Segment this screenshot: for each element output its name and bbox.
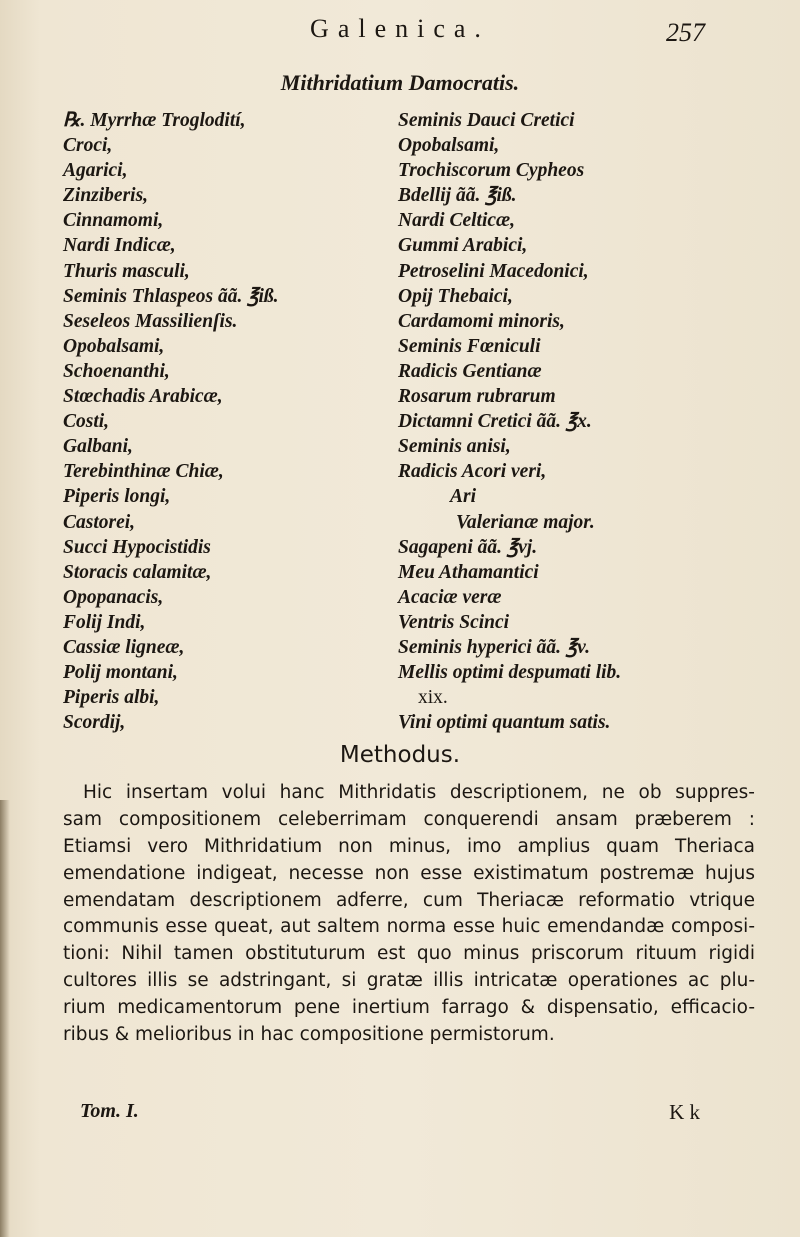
ingredient-line: Mellis optimi despumati lib. [398,662,622,684]
ingredient-line: Seminis anisi, [398,436,511,458]
ingredient-line: Stœchadis Arabicæ, [63,386,223,408]
paragraph-line: tioni: Nihil tamen obstituturum est quo minus priscorum rituum rigidi [63,943,755,965]
ingredient-line: Bdellij ãã. ℥iß. [398,185,517,207]
ingredient-line: xix. [418,687,448,709]
ingredient-line: Polij montani, [63,662,178,684]
ingredient-line: Castorei, [63,511,136,533]
ingredient-line: Seseleos Massilienſis. [63,310,238,332]
ingredient-line: Opobalsami, [63,335,165,357]
ingredient-line: Opobalsami, [398,135,500,157]
ingredient-line: Seminis Fœniculi [398,335,541,357]
page-number: 257 [666,18,705,47]
ingredient-line: Zinziberis, [63,185,149,207]
ingredient-line: Agarici, [63,160,128,182]
ingredient-line: Dictamni Cretici ãã. ℥x. [398,411,592,433]
method-paragraph [63,780,755,1049]
ingredient-line: Ari [450,486,477,508]
ingredient-line: Ventris Scinci [398,611,510,633]
ingredient-column-right [398,108,758,735]
ingredient-line: Succi Hypocistidis [63,536,211,558]
paragraph-line: Etiamsi vero Mithridatium non minus, imo amplius quam Theriaca [63,835,755,857]
ingredient-line: Cassiæ ligneæ, [63,636,185,658]
paragraph-line: emendatam descriptionem adferre, cum Theriacæ reformatio vtrique [63,889,755,911]
ingredient-line: Seminis Thlaspeos ãã. ℥iß. [63,285,279,307]
ingredient-line: Opij Thebaici, [398,285,513,307]
paragraph-line: Hic insertam volui hanc Mithridatis descriptionem, ne ob suppres- [83,782,755,803]
ingredient-line: Piperis longi, [63,486,171,508]
ingredient-line: Galbani, [63,436,133,458]
ingredient-line: Acaciæ veræ [398,586,502,608]
ingredient-line: Sagapeni ãã. ℥vj. [398,536,538,558]
ingredient-line: Thuris masculi, [63,260,190,282]
ingredient-line: Schoenanthi, [63,360,170,382]
ingredient-line: Trochiscorum Cypheos [398,160,585,182]
ingredient-line: Rosarum rubrarum [398,386,556,408]
recipe-title: Mithridatium Damocratis. [280,70,520,95]
ingredient-line: Valerianæ major. [456,511,595,533]
ingredient-line: Folij Indi, [63,611,146,633]
paragraph-line: emendatione indigeat, necesse non esse existimatum postremæ hujus [63,862,755,884]
ingredient-line: Seminis Dauci Cretici [398,110,575,131]
ingredient-line: ℞. Myrrhæ Troglodití, [63,110,246,131]
paragraph-line: sam compositionem celeberrimam conquerendi ansam præberem : [63,808,755,830]
ingredient-line: Scordij, [63,712,126,734]
paragraph-line: rium medicamentorum pene inertium farrago & dispensatio, efficacio- [63,997,755,1019]
gutter-shadow [0,800,10,1237]
ingredient-line: Croci, [63,135,113,157]
section-heading: Methodus. [339,742,461,768]
paragraph-line: cultores illis se adstringant, si gratæ illis intricatæ operationes ac plu- [63,970,755,992]
ingredient-line: Radicis Acori veri, [398,461,547,483]
paragraph-line: communis esse queat, aut saltem norma esse huic emendandæ composi- [63,916,755,938]
ingredient-line: Nardi Indicæ, [63,235,176,257]
ingredient-column-left [63,108,363,735]
ingredient-line: Gummi Arabici, [398,235,528,257]
ingredient-line: Opopanacis, [63,586,164,608]
ingredient-line: Nardi Celticæ, [398,210,515,232]
ingredient-line: Terebinthinæ Chiæ, [63,461,224,483]
ingredient-line: Piperis albi, [63,687,160,709]
ingredient-line: Cinnamomi, [63,210,164,232]
ingredient-line: Seminis hyperici ãã. ℥v. [398,636,590,658]
ingredient-line: Vini optimi quantum satis. [398,712,611,734]
paragraph-line: ribus & melioribus in hac compositione permistorum. [63,1024,555,1046]
volume-label: Tom. I. [80,1100,139,1122]
ingredient-line: Cardamomi minoris, [398,310,565,332]
ingredient-line: Petroselini Macedonici, [398,260,589,282]
ingredient-line: Costi, [63,411,110,433]
ingredient-line: Storacis calamitæ, [63,561,212,583]
signature-mark: K k [669,1100,700,1124]
running-title: Galenica. [310,14,490,43]
ingredient-line: Radicis Gentianæ [398,360,542,382]
ingredient-line: Meu Athamantici [398,561,539,583]
